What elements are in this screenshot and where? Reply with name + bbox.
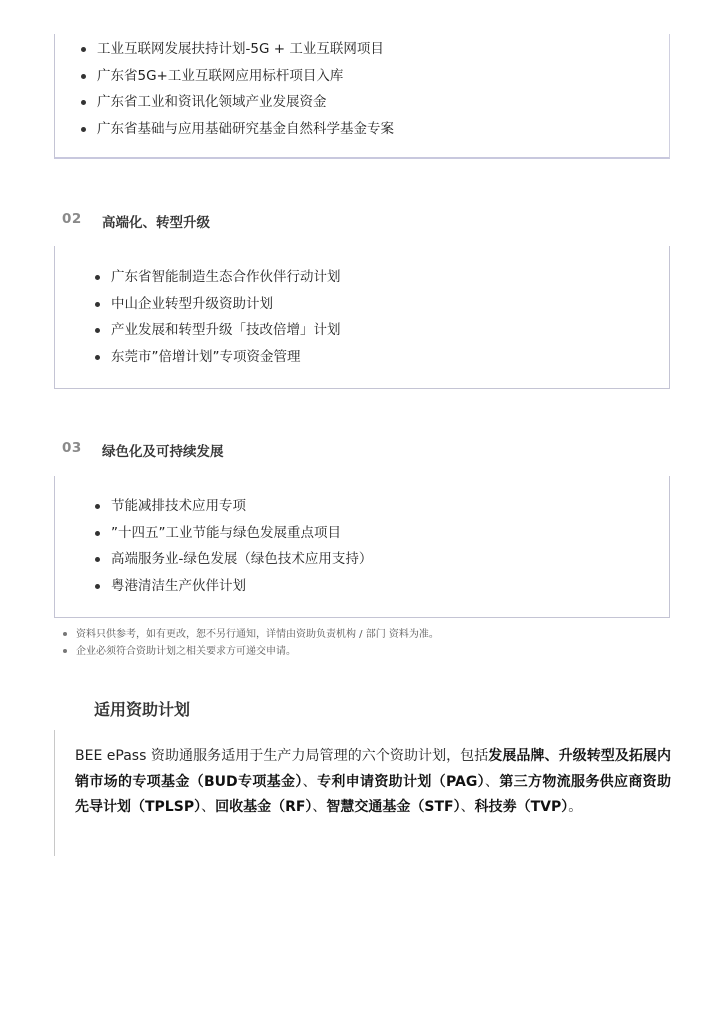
funding-list-box-1 — [54, 34, 670, 159]
scheme-rf: 回收基金（RF） — [215, 799, 313, 815]
bullet-icon — [95, 557, 100, 562]
bullet-icon — [95, 355, 100, 360]
funding-list-box-3 — [54, 476, 670, 618]
list-item: 广东省工业和资讯化领域产业发展资金 — [97, 89, 394, 116]
list-item: ”十四五”工业节能与绿色发展重点项目 — [111, 520, 372, 547]
list-item: 东莞市”倍增计划”专项资金管理 — [111, 344, 341, 371]
section-number: 03 — [62, 440, 82, 456]
scheme-tplsp: 第三方物流服务供应商资助先导计划（TPLSP） — [75, 773, 672, 815]
bullet-icon — [95, 302, 100, 307]
scheme-pag: 专利申请资助计划（PAG） — [317, 773, 485, 790]
scheme-bud: 发展品牌、升级转型及拓展内销市场的专项基金（BUD专项基金） — [75, 748, 671, 790]
list-item: 广东省智能制造生态合作伙伴行动计划 — [111, 264, 341, 291]
list-item: 中山企业转型升级资助计划 — [111, 291, 341, 318]
note-item: 资料只供参考，如有更改，恕不另行通知，详情由资助负责机构 / 部门 资料为准。 — [76, 626, 439, 643]
funding-list-2 — [111, 264, 341, 370]
scheme-tvp: 科技劵（TVP） — [474, 799, 569, 815]
funding-list-3 — [111, 493, 372, 599]
bullet-icon — [95, 504, 100, 509]
list-item: 粤港清洁生产伙伴计划 — [111, 573, 372, 600]
bullet-icon — [95, 584, 100, 589]
plan-section-title: 适用资助计划 — [94, 700, 191, 719]
bullet-icon — [81, 127, 86, 132]
list-item: 工业互联网发展扶持计划-5G + 工业互联网项目 — [97, 36, 394, 63]
bullet-icon — [95, 275, 100, 280]
plan-description: BEE ePass 资助通服务适用于生产力局管理的六个资助计划，包括发展品牌、升级转型及拓展内销市场的专项基金（BUD专项基金）、专利申请资助计划（PAG）、第三方物流服务供应商资助先导计划（TPLSP）、回收基金（RF）、智慧交通基金（STF）、科技劵（TVP）。 — [75, 748, 672, 815]
scheme-stf: 智慧交通基金（STF） — [326, 799, 461, 815]
bullet-icon — [81, 100, 86, 105]
section-title: 绿色化及可持续发展 — [102, 444, 224, 460]
section-number: 02 — [62, 211, 82, 227]
funding-list-box-2 — [54, 246, 670, 389]
bullet-icon — [81, 74, 86, 79]
plan-description-box — [54, 730, 672, 856]
bullet-icon — [63, 649, 67, 653]
bullet-icon — [95, 328, 100, 333]
disclaimer-notes — [76, 626, 439, 660]
bullet-icon — [95, 531, 100, 536]
funding-list-1 — [97, 36, 394, 142]
list-item: 广东省基础与应用基础研究基金自然科学基金专案 — [97, 116, 394, 143]
bullet-icon — [81, 47, 86, 52]
section-title: 高端化、转型升级 — [102, 215, 210, 231]
bullet-icon — [63, 632, 67, 636]
list-item: 高端服务业-绿色发展（绿色技术应用支持） — [111, 546, 372, 573]
note-item: 企业必须符合资助计划之相关要求方可递交申请。 — [76, 643, 439, 660]
list-item: 节能减排技术应用专项 — [111, 493, 372, 520]
list-item: 广东省5G+工业互联网应用标杆项目入库 — [97, 63, 394, 90]
list-item: 产业发展和转型升级「技改倍增」计划 — [111, 317, 341, 344]
